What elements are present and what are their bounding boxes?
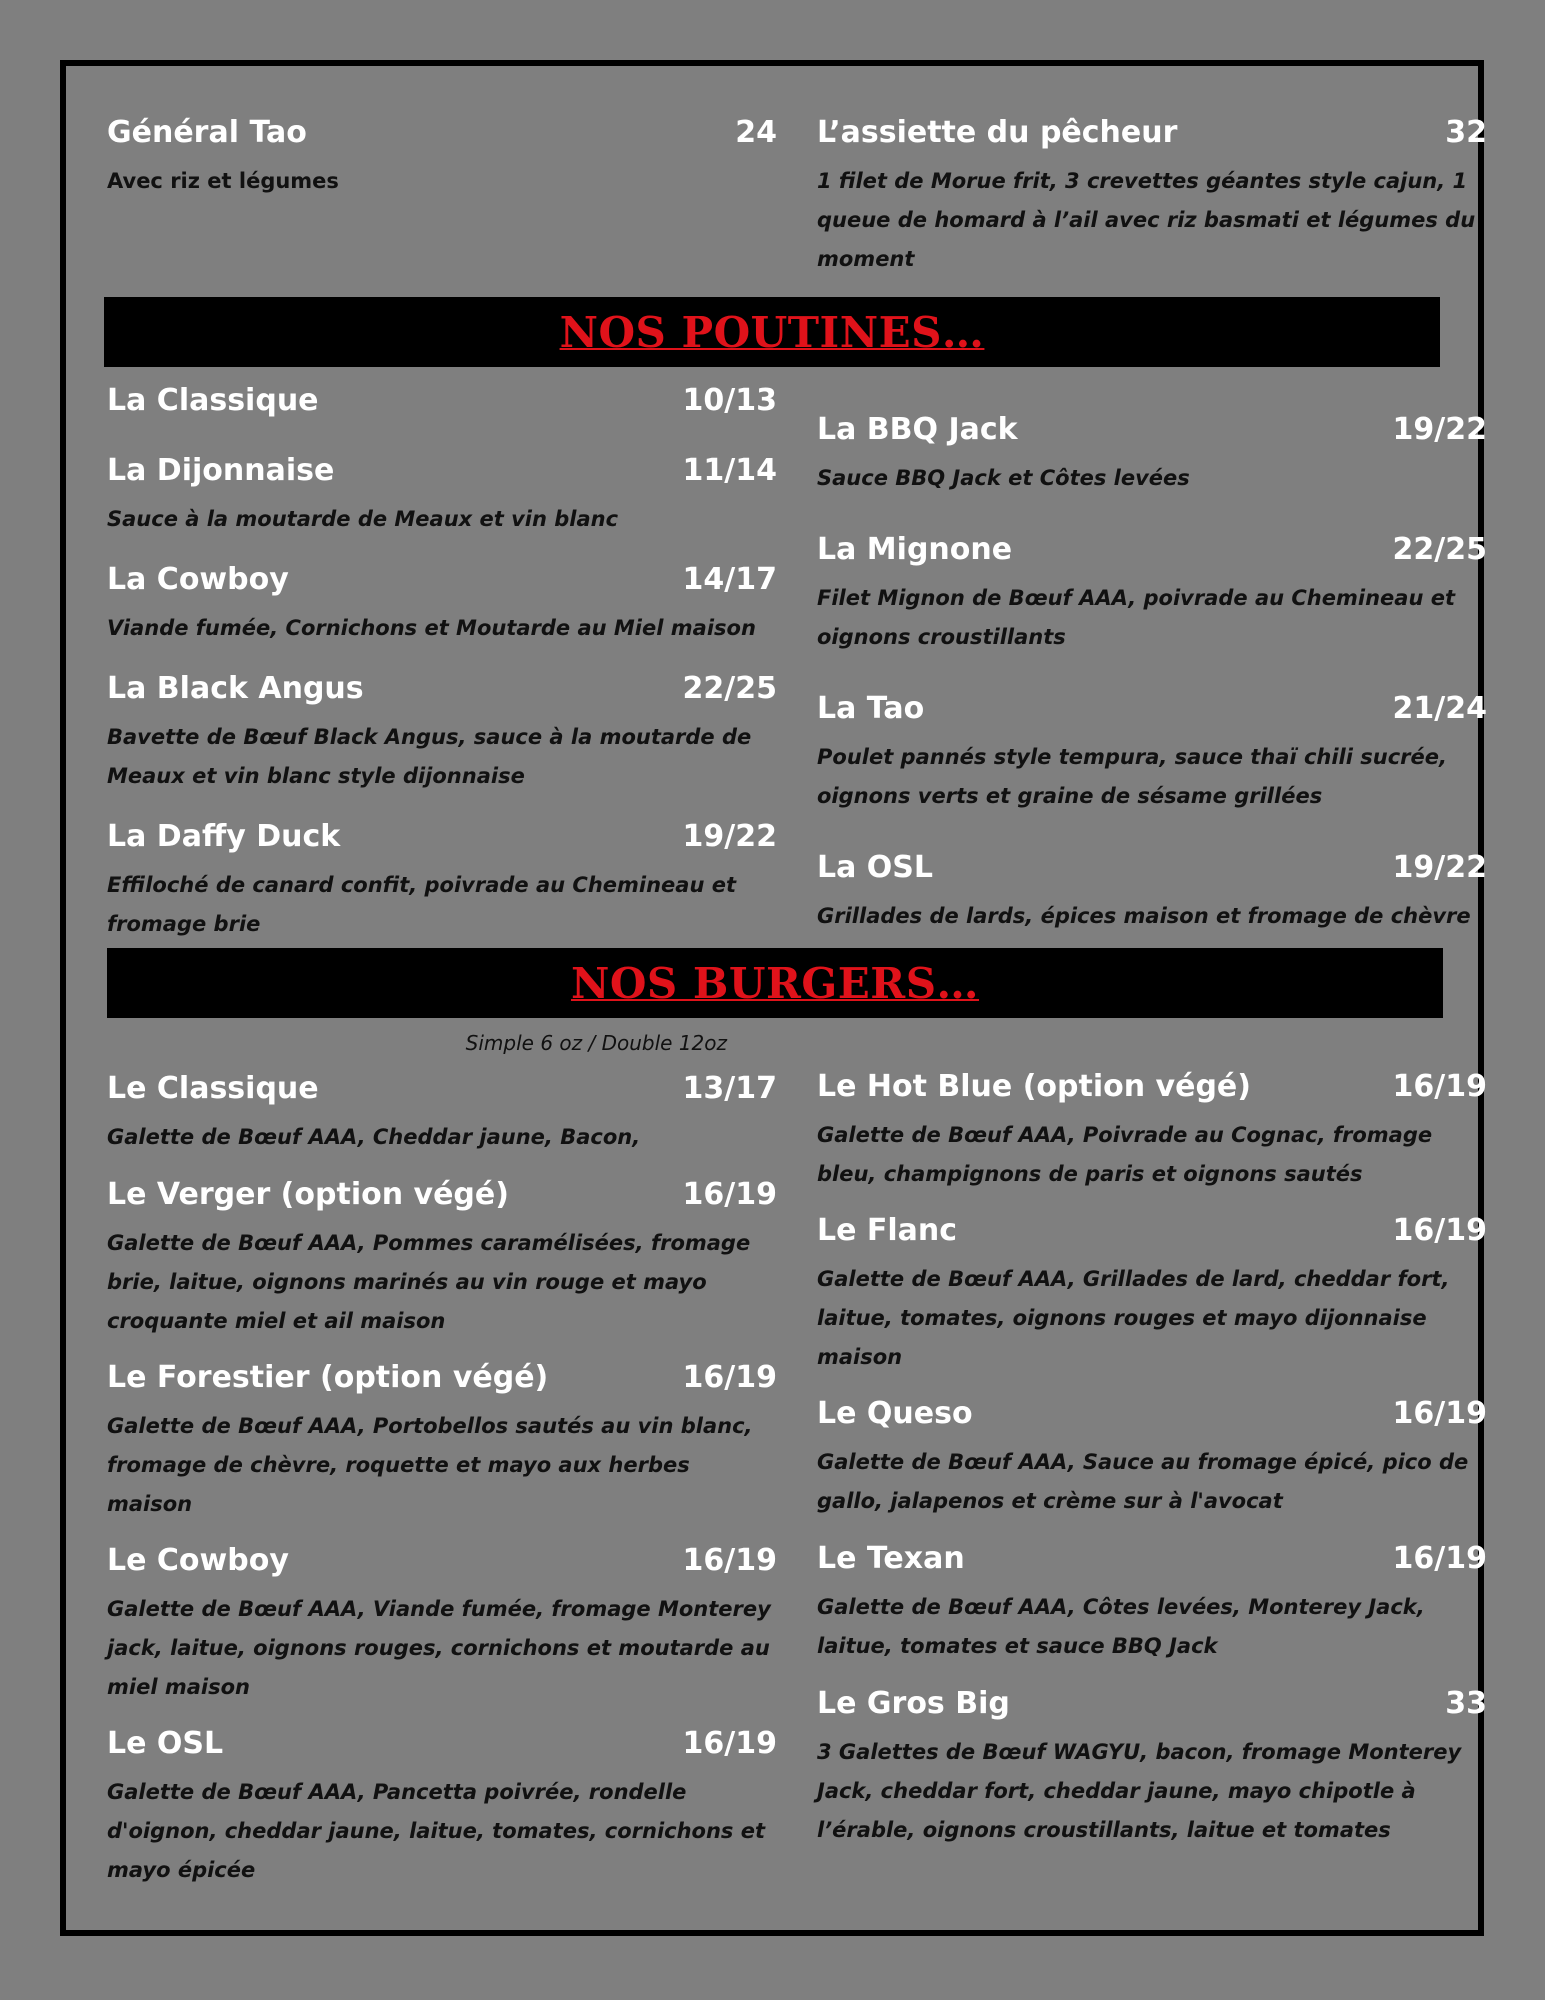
menu-item <box>817 686 1487 816</box>
item-price: 16/19 <box>682 1543 777 1578</box>
item-name: La Dijonnaise <box>107 453 335 488</box>
menu-item <box>817 527 1487 657</box>
item-description: Galette de Bœuf AAA, Grillades de lard, cheddar fort, laitue, tomates, oignons rouges et mayo dijonnaise maison <box>817 1267 1450 1369</box>
item-description: Galette de Bœuf AAA, Sauce au fromage épicé, pico de gallo, jalapenos et crème sur à l'avocat <box>817 1450 1469 1513</box>
item-name: La Classique <box>107 383 319 418</box>
menu-item <box>107 557 777 648</box>
item-price: 13/17 <box>682 1071 777 1106</box>
item-price: 16/19 <box>682 1360 777 1395</box>
item-name: Le Classique <box>107 1071 319 1106</box>
menu-item <box>107 666 777 796</box>
item-name: La BBQ Jack <box>817 412 1018 447</box>
menu-item <box>817 1681 1487 1850</box>
section-title: NOS POUTINES… <box>559 308 985 357</box>
menu-item <box>107 1538 777 1707</box>
item-price: 16/19 <box>1392 1541 1487 1576</box>
menu-item <box>107 378 777 424</box>
item-name: Le OSL <box>107 1726 224 1761</box>
menu-item <box>107 1066 777 1157</box>
menu-item <box>817 1208 1487 1377</box>
item-price: 16/19 <box>1392 1396 1487 1431</box>
item-description: Grillades de lards, épices maison et fromage de chèvre <box>817 904 1471 928</box>
item-name: La Cowboy <box>107 562 289 597</box>
item-description: Galette de Bœuf AAA, Pommes caramélisées, fromage brie, laitue, oignons marinés au vin rouge et mayo croquante miel et ail maison <box>107 1231 751 1333</box>
menu-item <box>817 407 1487 498</box>
item-description: Sauce BBQ Jack et Côtes levées <box>817 466 1190 490</box>
item-price: 32 <box>1445 115 1487 150</box>
item-price: 16/19 <box>682 1726 777 1761</box>
item-name: Le Gros Big <box>817 1686 1010 1721</box>
item-price: 22/25 <box>1392 532 1487 567</box>
item-name: Le Forestier (option végé) <box>107 1360 549 1395</box>
menu-item <box>107 814 777 944</box>
item-price: 14/17 <box>682 562 777 597</box>
item-name: Le Queso <box>817 1396 973 1431</box>
item-price: 24 <box>735 115 777 150</box>
size-note: Simple 6 oz / Double 12oz <box>465 1031 727 1055</box>
item-description: Galette de Bœuf AAA, Portobellos sautés au vin blanc, fromage de chèvre, roquette et mayo aux herbes maison <box>107 1414 753 1516</box>
menu-item <box>817 110 1487 279</box>
menu-item <box>107 110 777 201</box>
item-description: Bavette de Bœuf Black Angus, sauce à la moutarde de Meaux et vin blanc style dijonnaise <box>107 725 752 788</box>
menu-item <box>817 845 1487 936</box>
item-description: Poulet pannés style tempura, sauce thaï chili sucrée, oignons verts et graine de sésame grillées <box>817 745 1447 808</box>
menu-item <box>107 448 777 539</box>
item-name: Le Verger (option végé) <box>107 1177 509 1212</box>
item-price: 16/19 <box>1392 1069 1487 1104</box>
item-name: La OSL <box>817 850 934 885</box>
section-header-poutines <box>104 297 1440 367</box>
item-price: 33 <box>1445 1686 1487 1721</box>
section-header-burgers <box>107 948 1443 1018</box>
item-name: Le Cowboy <box>107 1543 289 1578</box>
item-description: Galette de Bœuf AAA, Viande fumée, fromage Monterey jack, laitue, oignons rouges, cornichons et moutarde au miel maison <box>107 1597 771 1699</box>
item-description: Effiloché de canard confit, poivrade au Chemineau et fromage brie <box>107 873 737 936</box>
item-name: Le Flanc <box>817 1213 958 1248</box>
item-description: 3 Galettes de Bœuf WAGYU, bacon, fromage Monterey Jack, cheddar fort, cheddar jaune, mayo chipotle à l’érable, oignons croustillants, laitue et tomates <box>817 1740 1462 1842</box>
item-name: L’assiette du pêcheur <box>817 115 1178 150</box>
item-price: 21/24 <box>1392 691 1487 726</box>
item-name: La Daffy Duck <box>107 819 341 854</box>
item-description: Galette de Bœuf AAA, Poivrade au Cognac, fromage bleu, champignons de paris et oignons sautés <box>817 1123 1433 1186</box>
item-name: Le Hot Blue (option végé) <box>817 1069 1251 1104</box>
item-name: Général Tao <box>107 115 307 150</box>
item-description: Galette de Bœuf AAA, Cheddar jaune, Bacon, <box>107 1125 641 1149</box>
item-price: 16/19 <box>1392 1213 1487 1248</box>
item-price: 10/13 <box>682 383 777 418</box>
item-price: 19/22 <box>682 819 777 854</box>
item-description: Viande fumée, Cornichons et Moutarde au Miel maison <box>107 616 756 640</box>
item-name: La Black Angus <box>107 671 364 706</box>
item-name: La Mignone <box>817 532 1013 567</box>
item-price: 19/22 <box>1392 850 1487 885</box>
item-description: Sauce à la moutarde de Meaux et vin blanc <box>107 507 619 531</box>
menu-item <box>107 1172 777 1341</box>
item-name: Le Texan <box>817 1541 965 1576</box>
item-price: 22/25 <box>682 671 777 706</box>
item-price: 11/14 <box>682 453 777 488</box>
item-description: 1 filet de Morue frit, 3 crevettes géantes style cajun, 1 queue de homard à l’ail avec riz basmati et légumes du moment <box>817 169 1476 271</box>
item-name: La Tao <box>817 691 925 726</box>
menu-item <box>817 1064 1487 1194</box>
menu-item <box>817 1391 1487 1521</box>
item-description: Galette de Bœuf AAA, Pancetta poivrée, rondelle d'oignon, cheddar jaune, laitue, tomates, cornichons et mayo épicée <box>107 1780 766 1882</box>
menu-item <box>107 1355 777 1524</box>
section-title: NOS BURGERS… <box>570 959 980 1008</box>
item-description: Galette de Bœuf AAA, Côtes levées, Monterey Jack, laitue, tomates et sauce BBQ Jack <box>817 1595 1425 1658</box>
menu-item <box>107 1721 777 1890</box>
item-description: Filet Mignon de Bœuf AAA, poivrade au Chemineau et oignons croustillants <box>817 586 1455 649</box>
item-description: Avec riz et légumes <box>107 169 339 193</box>
item-price: 16/19 <box>682 1177 777 1212</box>
item-price: 19/22 <box>1392 412 1487 447</box>
menu-item <box>817 1536 1487 1666</box>
